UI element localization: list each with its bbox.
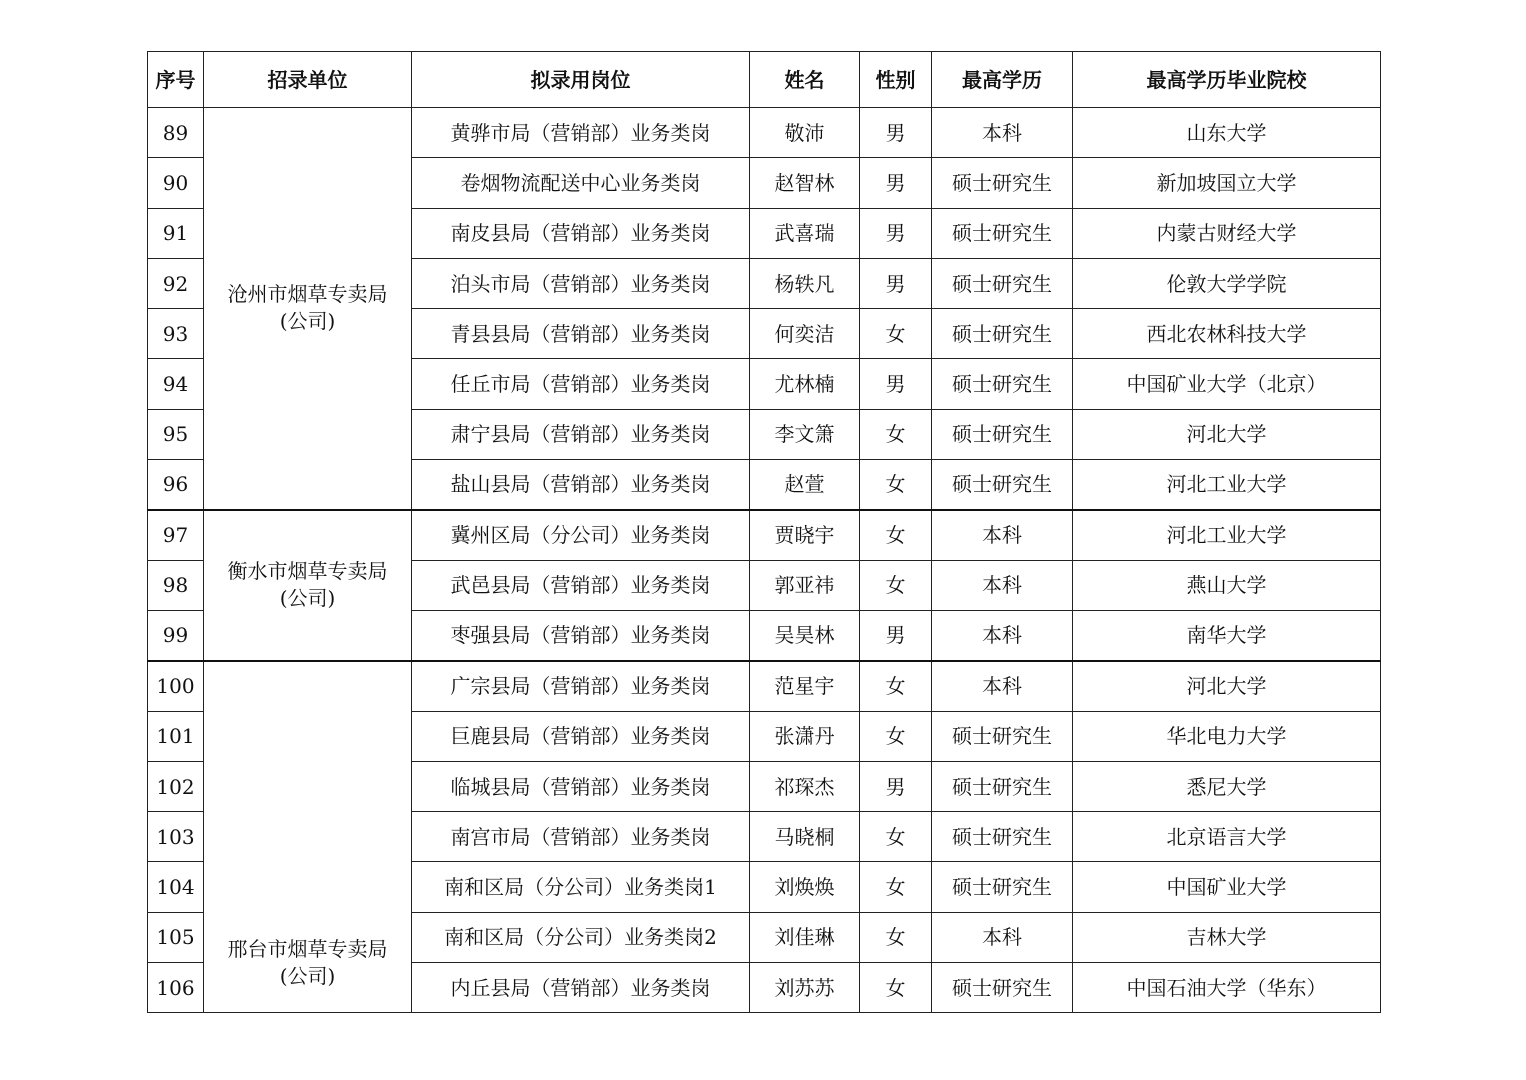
- cell-gender: 女: [860, 409, 932, 459]
- cell-name: 杨轶凡: [750, 258, 860, 308]
- cell-gender: 男: [860, 158, 932, 208]
- cell-position: 盐山县局（营销部）业务类岗: [412, 460, 750, 510]
- cell-seq: 96: [148, 460, 204, 510]
- cell-seq: 102: [148, 761, 204, 811]
- cell-seq: 95: [148, 409, 204, 459]
- cell-seq: 98: [148, 560, 204, 610]
- cell-seq: 99: [148, 610, 204, 660]
- cell-name: 刘佳琳: [750, 912, 860, 962]
- cell-seq: 90: [148, 158, 204, 208]
- cell-education: 硕士研究生: [932, 460, 1073, 510]
- header-name: 姓名: [750, 52, 860, 108]
- unit-name: 邢台市烟草专卖局: [227, 937, 388, 962]
- cell-education: 硕士研究生: [932, 359, 1073, 409]
- cell-gender: 男: [860, 359, 932, 409]
- cell-education: 硕士研究生: [932, 208, 1073, 258]
- cell-school: 河北大学: [1073, 409, 1381, 459]
- cell-name: 张潇丹: [750, 711, 860, 761]
- cell-gender: 女: [860, 963, 932, 1013]
- table-header-row: [148, 52, 1381, 108]
- header-school: 最高学历毕业院校: [1073, 52, 1381, 108]
- cell-school: 华北电力大学: [1073, 711, 1381, 761]
- cell-school: 河北工业大学: [1073, 460, 1381, 510]
- header-position: 拟录用岗位: [412, 52, 750, 108]
- cell-school: 南华大学: [1073, 610, 1381, 660]
- cell-unit: [204, 108, 412, 510]
- cell-education: 本科: [932, 108, 1073, 158]
- cell-gender: 女: [860, 661, 932, 711]
- cell-gender: 男: [860, 208, 932, 258]
- cell-school: 中国矿业大学（北京）: [1073, 359, 1381, 409]
- cell-education: 本科: [932, 510, 1073, 560]
- cell-position: 任丘市局（营销部）业务类岗: [412, 359, 750, 409]
- cell-school: 吉林大学: [1073, 912, 1381, 962]
- cell-name: 敬沛: [750, 108, 860, 158]
- cell-gender: 男: [860, 610, 932, 660]
- cell-school: 悉尼大学: [1073, 761, 1381, 811]
- cell-education: 硕士研究生: [932, 158, 1073, 208]
- table-row: [148, 108, 1381, 158]
- cell-education: 硕士研究生: [932, 812, 1073, 862]
- cell-name: 祁琛杰: [750, 761, 860, 811]
- cell-education: 本科: [932, 560, 1073, 610]
- cell-name: 吴昊林: [750, 610, 860, 660]
- cell-unit: [204, 510, 412, 661]
- cell-seq: 89: [148, 108, 204, 158]
- cell-school: 中国石油大学（华东）: [1073, 963, 1381, 1013]
- cell-name: 尤林楠: [750, 359, 860, 409]
- cell-school: 河北大学: [1073, 661, 1381, 711]
- cell-school: 中国矿业大学: [1073, 862, 1381, 912]
- cell-seq: 105: [148, 912, 204, 962]
- cell-seq: 93: [148, 309, 204, 359]
- cell-gender: 女: [860, 510, 932, 560]
- cell-education: 硕士研究生: [932, 862, 1073, 912]
- cell-position: 卷烟物流配送中心业务类岗: [412, 158, 750, 208]
- cell-position: 黄骅市局（营销部）业务类岗: [412, 108, 750, 158]
- table-row: [148, 510, 1381, 560]
- cell-school: 伦敦大学学院: [1073, 258, 1381, 308]
- cell-position: 枣强县局（营销部）业务类岗: [412, 610, 750, 660]
- cell-seq: 100: [148, 661, 204, 711]
- cell-seq: 104: [148, 862, 204, 912]
- cell-seq: 92: [148, 258, 204, 308]
- cell-gender: 女: [860, 560, 932, 610]
- cell-name: 李文箫: [750, 409, 860, 459]
- cell-name: 刘焕焕: [750, 862, 860, 912]
- cell-name: 刘苏苏: [750, 963, 860, 1013]
- unit-suffix: (公司): [279, 964, 336, 989]
- cell-name: 范星宇: [750, 661, 860, 711]
- cell-name: 何奕洁: [750, 309, 860, 359]
- cell-gender: 女: [860, 912, 932, 962]
- cell-position: 泊头市局（营销部）业务类岗: [412, 258, 750, 308]
- cell-education: 本科: [932, 661, 1073, 711]
- cell-position: 南和区局（分公司）业务类岗2: [412, 912, 750, 962]
- cell-position: 内丘县局（营销部）业务类岗: [412, 963, 750, 1013]
- cell-school: 新加坡国立大学: [1073, 158, 1381, 208]
- cell-education: 本科: [932, 912, 1073, 962]
- cell-position: 肃宁县局（营销部）业务类岗: [412, 409, 750, 459]
- cell-position: 南皮县局（营销部）业务类岗: [412, 208, 750, 258]
- unit-suffix: (公司): [279, 586, 336, 611]
- cell-position: 巨鹿县局（营销部）业务类岗: [412, 711, 750, 761]
- cell-education: 本科: [932, 610, 1073, 660]
- unit-name: 衡水市烟草专卖局: [227, 559, 388, 584]
- cell-seq: 106: [148, 963, 204, 1013]
- cell-seq: 101: [148, 711, 204, 761]
- cell-education: 硕士研究生: [932, 309, 1073, 359]
- cell-gender: 女: [860, 862, 932, 912]
- cell-seq: 103: [148, 812, 204, 862]
- cell-position: 武邑县局（营销部）业务类岗: [412, 560, 750, 610]
- cell-education: 硕士研究生: [932, 258, 1073, 308]
- cell-position: 临城县局（营销部）业务类岗: [412, 761, 750, 811]
- cell-gender: 女: [860, 460, 932, 510]
- cell-gender: 男: [860, 761, 932, 811]
- cell-school: 山东大学: [1073, 108, 1381, 158]
- cell-name: 马晓桐: [750, 812, 860, 862]
- cell-position: 广宗县局（营销部）业务类岗: [412, 661, 750, 711]
- cell-gender: 男: [860, 258, 932, 308]
- cell-seq: 94: [148, 359, 204, 409]
- cell-school: 内蒙古财经大学: [1073, 208, 1381, 258]
- cell-seq: 91: [148, 208, 204, 258]
- cell-education: 硕士研究生: [932, 409, 1073, 459]
- cell-gender: 男: [860, 108, 932, 158]
- cell-school: 燕山大学: [1073, 560, 1381, 610]
- cell-school: 西北农林科技大学: [1073, 309, 1381, 359]
- cell-position: 南和区局（分公司）业务类岗1: [412, 862, 750, 912]
- cell-seq: 97: [148, 510, 204, 560]
- cell-education: 硕士研究生: [932, 963, 1073, 1013]
- personnel-table: [147, 51, 1381, 1013]
- table-row: [148, 661, 1381, 711]
- cell-school: 北京语言大学: [1073, 812, 1381, 862]
- header-seq: 序号: [148, 52, 204, 108]
- cell-position: 冀州区局（分公司）业务类岗: [412, 510, 750, 560]
- cell-name: 赵智林: [750, 158, 860, 208]
- header-unit: 招录单位: [204, 52, 412, 108]
- unit-suffix: (公司): [279, 309, 336, 334]
- header-gender: 性别: [860, 52, 932, 108]
- header-education: 最高学历: [932, 52, 1073, 108]
- cell-name: 赵萱: [750, 460, 860, 510]
- cell-gender: 女: [860, 711, 932, 761]
- cell-name: 郭亚祎: [750, 560, 860, 610]
- cell-name: 武喜瑞: [750, 208, 860, 258]
- unit-name: 沧州市烟草专卖局: [227, 282, 388, 307]
- cell-education: 硕士研究生: [932, 711, 1073, 761]
- cell-position: 南宫市局（营销部）业务类岗: [412, 812, 750, 862]
- table-body: [148, 108, 1381, 1013]
- cell-gender: 女: [860, 309, 932, 359]
- cell-name: 贾晓宇: [750, 510, 860, 560]
- cell-gender: 女: [860, 812, 932, 862]
- cell-education: 硕士研究生: [932, 761, 1073, 811]
- cell-unit: [204, 661, 412, 1013]
- cell-school: 河北工业大学: [1073, 510, 1381, 560]
- cell-position: 青县县局（营销部）业务类岗: [412, 309, 750, 359]
